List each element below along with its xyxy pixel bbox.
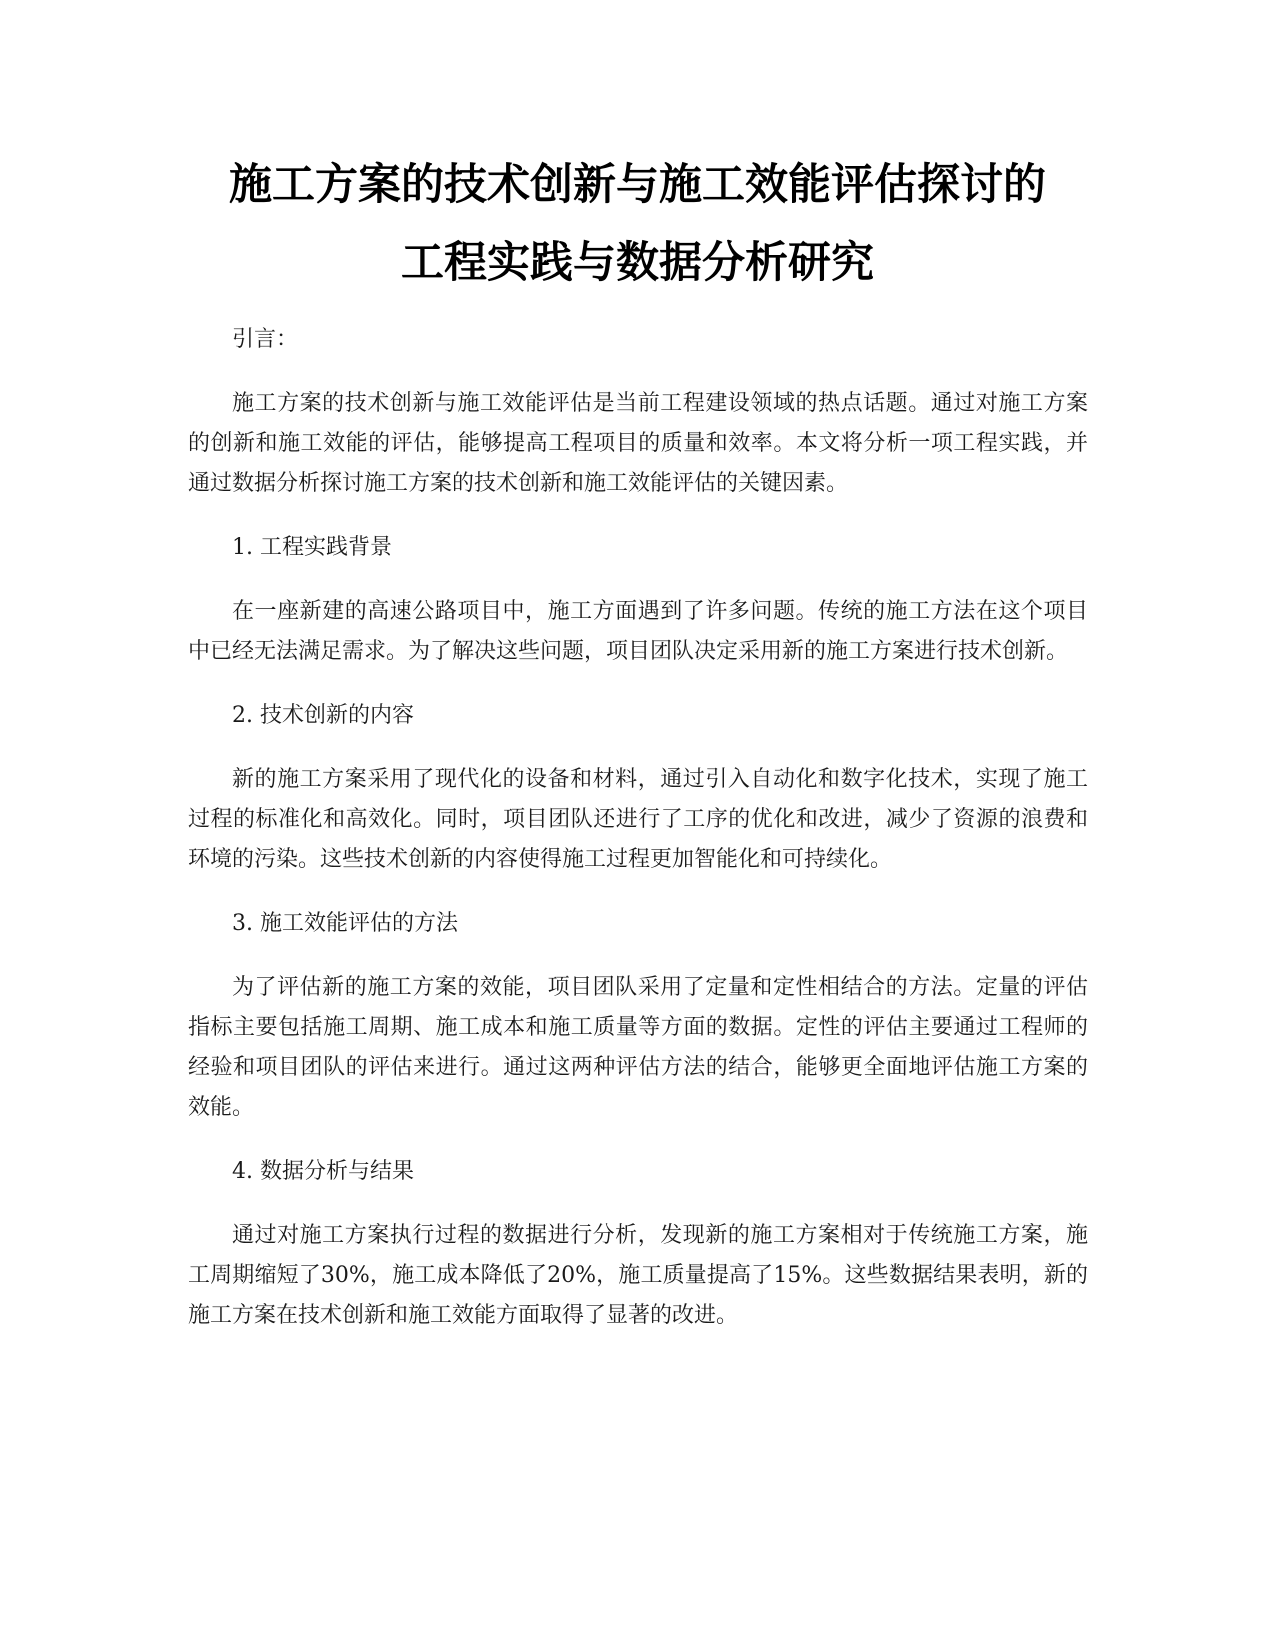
section-heading-1: 1. 工程实践背景 bbox=[232, 535, 392, 560]
intro-label: 引言： bbox=[232, 327, 299, 352]
title-line-1: 施工方案的技术创新与施工效能评估探讨的 bbox=[229, 160, 1046, 210]
section-heading-4: 4. 数据分析与结果 bbox=[232, 1159, 414, 1184]
section-paragraph-4: 通过对施工方案执行过程的数据进行分析，发现新的施工方案相对于传统施工方案，施工周期缩短了30%，施工成本降低了20%，施工质量提高了15%。这些数据结果表明，新的施工方案在技术创新和施工效能方面取得了显著的改进。 bbox=[188, 1223, 1088, 1328]
section-paragraph-2: 新的施工方案采用了现代化的设备和材料，通过引入自动化和数字化技术，实现了施工过程的标准化和高效化。同时，项目团队还进行了工序的优化和改进，减少了资源的浪费和环境的污染。这些技术创新的内容使得施工过程更加智能化和可持续化。 bbox=[188, 767, 1088, 872]
title-line-2: 工程实践与数据分析研究 bbox=[401, 238, 874, 288]
section-heading-3: 3. 施工效能评估的方法 bbox=[232, 911, 458, 936]
section-paragraph-1: 在一座新建的高速公路项目中，施工方面遇到了许多问题。传统的施工方法在这个项目中已经无法满足需求。为了解决这些问题，项目团队决定采用新的施工方案进行技术创新。 bbox=[188, 599, 1088, 664]
document-body bbox=[188, 320, 1088, 1360]
section-heading-2: 2. 技术创新的内容 bbox=[232, 703, 414, 728]
document-title bbox=[150, 146, 1125, 302]
intro-paragraph: 施工方案的技术创新与施工效能评估是当前工程建设领域的热点话题。通过对施工方案的创新和施工效能的评估，能够提高工程项目的质量和效率。本文将分析一项工程实践，并通过数据分析探讨施工方案的技术创新和施工效能评估的关键因素。 bbox=[188, 391, 1088, 496]
section-paragraph-3: 为了评估新的施工方案的效能，项目团队采用了定量和定性相结合的方法。定量的评估指标主要包括施工周期、施工成本和施工质量等方面的数据。定性的评估主要通过工程师的经验和项目团队的评估来进行。通过这两种评估方法的结合，能够更全面地评估施工方案的效能。 bbox=[188, 975, 1088, 1120]
